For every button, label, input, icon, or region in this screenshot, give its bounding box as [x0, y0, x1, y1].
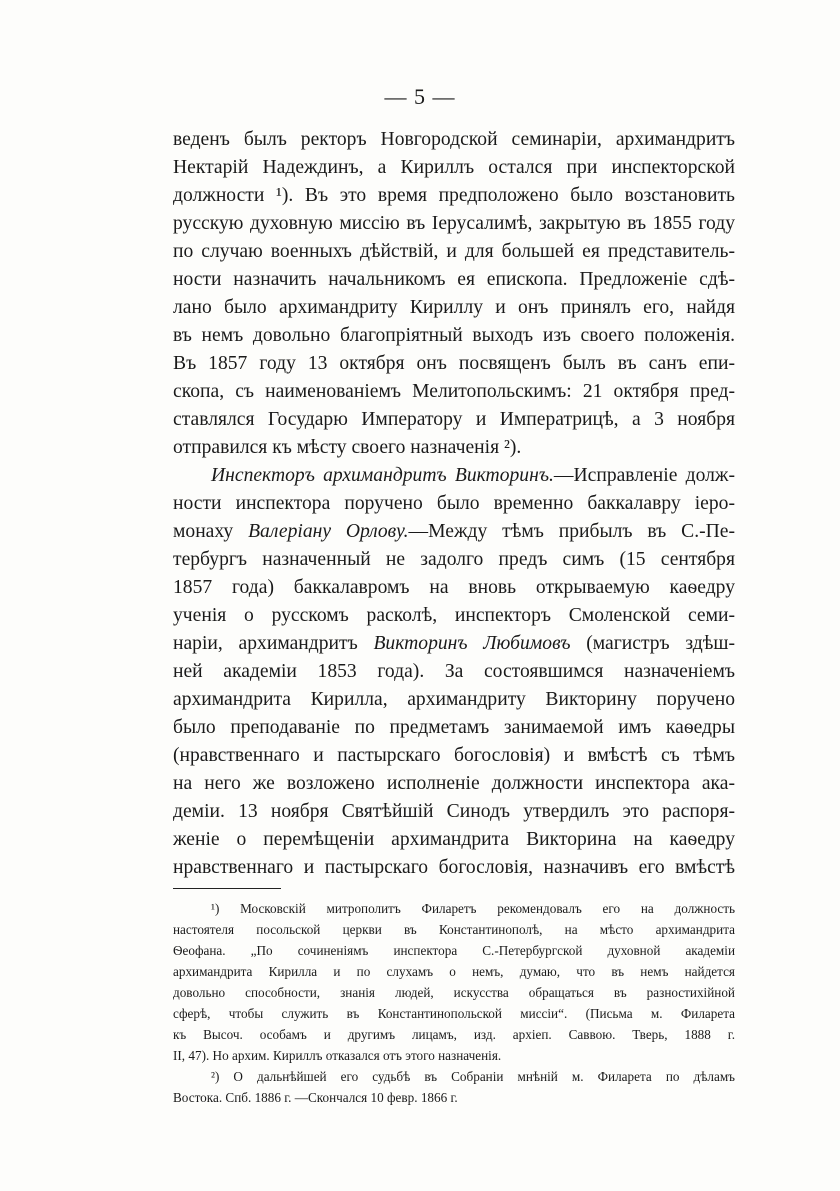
body-line: отправился къ мѣсту своего назначенія ²). — [173, 437, 522, 458]
body-line: тербургъ назначенный не задолго предъ симъ (15 сентября — [173, 549, 735, 570]
footnote-line: ¹) Московскій митрополитъ Филаретъ рекомендовалъ его на должность — [211, 901, 735, 916]
body-text: —Исправленіе долж- — [553, 465, 735, 486]
footnote-line: II, 47). Но архим. Кириллъ отказался отъ этого назначенія. — [173, 1048, 502, 1063]
body-line: лано было архимандриту Кириллу и онъ принялъ его, найдя — [173, 297, 735, 318]
body-line: ности инспектора поручено было временно баккалавру іеро- — [173, 493, 735, 514]
footnote-line: архимандрита Кирилла и по слухамъ о немъ, думаю, что въ немъ найдется — [173, 964, 735, 979]
body-line: (нравственнаго и пастырскаго богословія) и вмѣстѣ съ тѣмъ — [173, 745, 735, 766]
body-text: (магистръ здѣш- — [570, 633, 736, 654]
body-line: на него же возложено исполненіе должности инспектора ака- — [173, 773, 735, 794]
body-line: Нектарій Надеждинъ, а Кириллъ остался при инспекторской — [173, 157, 735, 178]
name-italic: Викторинъ Любимовъ — [373, 633, 571, 654]
footnote-line: Востока. Спб. 1886 г. —Скончался 10 февр. 1866 г. — [173, 1090, 458, 1105]
body-line: было преподаваніе по предметамъ занимаемой имъ каѳедры — [173, 717, 735, 738]
body-line — [173, 518, 735, 546]
body-line: архимандрита Кирилла, архимандриту Викторину поручено — [173, 689, 735, 710]
body-line: ученія о русскомъ расколѣ, инспекторъ Смоленской семи- — [173, 605, 735, 626]
body-text: наріи, архимандритъ — [173, 633, 374, 654]
body-line — [173, 630, 735, 658]
paragraph-start-line — [211, 462, 735, 490]
body-line: по случаю военныхъ дѣйствій, и для большей ея представитель- — [173, 241, 735, 262]
body-text: —Между тѣмъ прибылъ въ С.-Пе- — [408, 521, 735, 542]
body-line: ности назначить начальникомъ ея епископа. Предложеніе сдѣ- — [173, 269, 735, 290]
name-italic: Валеріану Орлову. — [248, 521, 409, 542]
body-line: женіе о перемѣщеніи архимандрита Викторина на каѳедру — [173, 829, 735, 850]
body-line: 1857 года) баккалавромъ на вновь открываемую каѳедру — [173, 577, 735, 598]
body-line: русскую духовную миссію въ Іерусалимѣ, закрытую въ 1855 году — [173, 213, 735, 234]
footnote-line: сферѣ, чтобы служить въ Константинопольской миссіи“. (Письма м. Филарета — [173, 1006, 735, 1021]
footnote-line: къ Высоч. особамъ и другимъ лицамъ, изд. архіеп. Саввою. Тверь, 1888 г. — [173, 1027, 735, 1042]
body-line: ставлялся Государю Императору и Императрицѣ, а 3 ноября — [173, 409, 735, 430]
body-line: веденъ былъ ректоръ Новгородской семинаріи, архимандритъ — [173, 129, 735, 150]
body-line: нравственнаго и пастырскаго богословія, назначивъ его вмѣстѣ — [173, 857, 735, 878]
body-line: деміи. 13 ноября Святѣйшій Синодъ утвердилъ это распоря- — [173, 801, 735, 822]
body-line: скопа, съ наименованіемъ Мелитопольскимъ: 21 октября пред- — [173, 381, 735, 402]
footnote-line: ²) О дальнѣйшей его судьбѣ въ Собраніи мнѣній м. Филарета по дѣламъ — [211, 1069, 735, 1084]
body-line: ней академіи 1853 года). За состоявшимся назначеніемъ — [173, 661, 735, 682]
page-number: — 5 — — [384, 84, 456, 109]
body-line: въ немъ довольно благопріятный выходъ изъ своего положенія. — [173, 325, 735, 346]
body-line: Въ 1857 году 13 октября онъ посвященъ былъ въ санъ епи- — [173, 353, 735, 374]
footnote-line: Ѳеофана. „По сочиненіямъ инспектора С.-Петербургской духовной академіи — [173, 943, 735, 958]
footnote-divider — [173, 888, 281, 889]
footnote-line: настоятеля посольской церкви въ Константинополѣ, на мѣсто архимандрита — [173, 922, 735, 937]
section-heading-italic: Инспекторъ архимандритъ Викторинъ. — [211, 465, 554, 486]
body-text: монаху — [173, 521, 249, 542]
footnote-line: довольно способности, знанія людей, искусства обращаться въ разностихійной — [173, 985, 735, 1000]
body-line: должности ¹). Въ это время предположено было возстановить — [173, 185, 735, 206]
